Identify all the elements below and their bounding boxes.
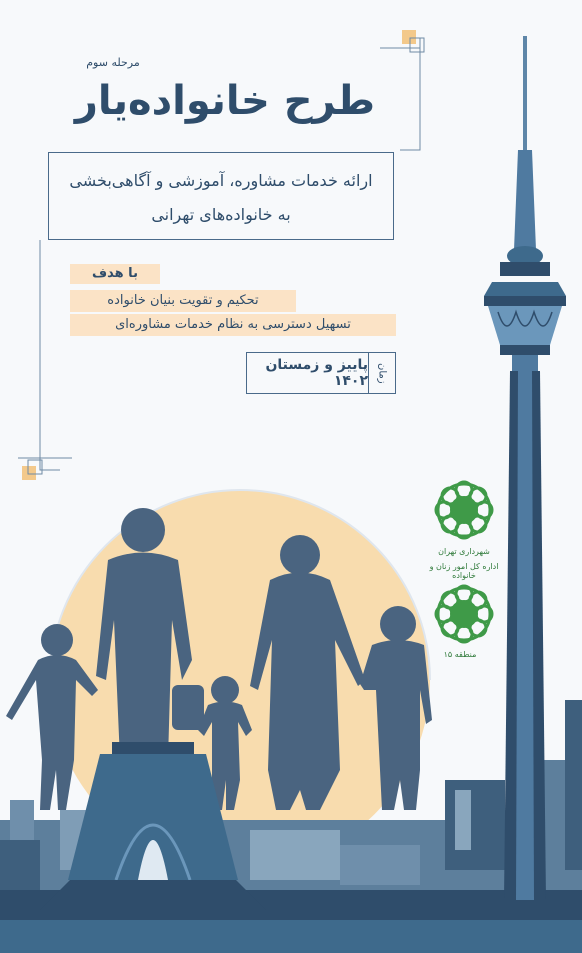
- tehran-municipality-emblem-icon: [432, 478, 496, 542]
- goal-item-1: تحکیم و تقویت بنیان خانواده: [70, 290, 296, 312]
- schedule-value: پاییز و زمستان ۱۴۰۲: [265, 357, 368, 389]
- phase-label: مرحله سوم: [86, 56, 140, 69]
- org-name-line-2: اداره کل امور زنان و خانواده: [429, 562, 499, 580]
- org-name-line-1: شهرداری تهران: [438, 547, 490, 556]
- district-label: منطقه ۱۵: [443, 650, 477, 659]
- description-line-1: ارائه خدمات مشاوره، آموزشی و آگاهی‌بخشی: [69, 171, 373, 190]
- page-title: طرح خانواده‌یار: [74, 78, 376, 124]
- schedule-box: [246, 352, 396, 394]
- district-emblem-icon: [432, 582, 496, 646]
- description-box: [48, 152, 394, 240]
- description-line-2: به خانواده‌های تهرانی: [151, 205, 291, 224]
- milad-tower-illustration: [470, 0, 582, 900]
- goal-item-2: تسهیل دسترسی به نظام خدمات مشاوره‌ای: [70, 314, 396, 336]
- goals-label: با هدف: [70, 264, 160, 284]
- schedule-label: زمان: [368, 353, 395, 393]
